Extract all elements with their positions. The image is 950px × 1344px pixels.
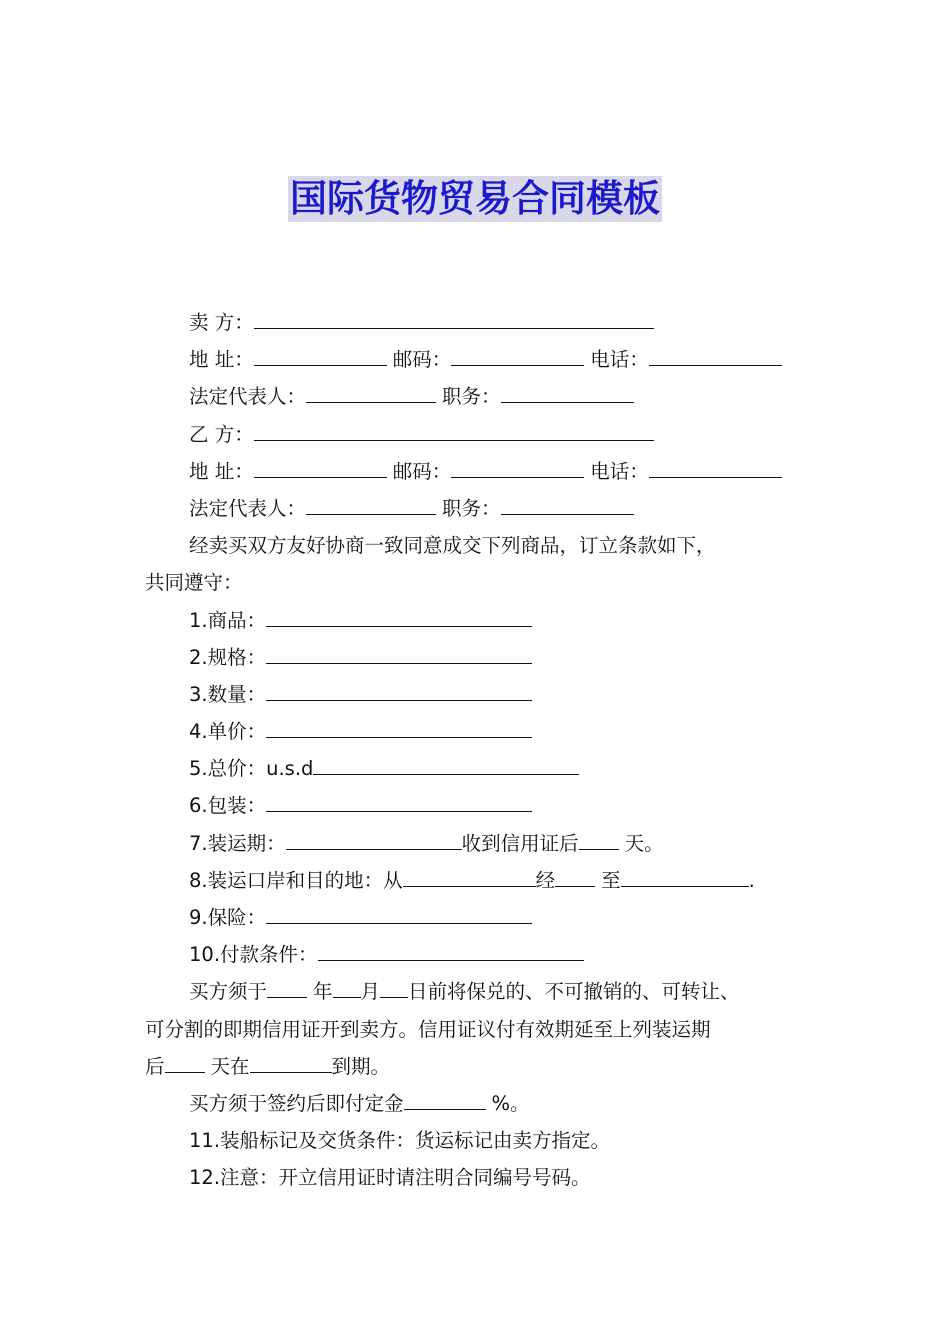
- item-9-label: 9.保险：: [189, 906, 267, 929]
- position-blank: [501, 496, 634, 515]
- item-11-text: 11.装船标记及交货条件：货运标记由卖方指定。: [189, 1129, 611, 1153]
- item-2-blank: [266, 645, 532, 664]
- item-7-blank-days: [579, 831, 619, 850]
- lc-text-3b: 天在: [210, 1054, 250, 1078]
- title-container: [0, 176, 950, 222]
- item-4-blank: [266, 719, 532, 738]
- deposit-text: 买方须于签约后即付定金: [189, 1091, 404, 1115]
- item-4-line: [145, 713, 810, 750]
- buyer-rep-line: [145, 490, 810, 527]
- item-8-line: [145, 862, 810, 899]
- deposit-suffix: %。: [491, 1091, 530, 1115]
- item-1-blank: [266, 608, 532, 627]
- item-10-blank: [318, 942, 584, 961]
- contract-body: [145, 304, 810, 1197]
- lc-blank-days: [165, 1054, 205, 1073]
- item-1-label: 1.商品：: [189, 608, 267, 632]
- item-2-line: [145, 639, 810, 676]
- lc-text-3c: 到期。: [331, 1054, 391, 1078]
- item-7-blank-period: [286, 831, 462, 850]
- item-10-line: [145, 936, 810, 973]
- lc-text-2: 可分割的即期信用证开到卖方。信用证议付有效期延至上列装运期: [145, 1017, 711, 1041]
- seller-rep-line: [145, 378, 810, 415]
- intro-line-2: [145, 564, 810, 601]
- lc-day: 日前将保兑的、不可撤销的、可转让、: [408, 980, 740, 1004]
- phone-blank: [649, 459, 782, 478]
- position-label: 职务：: [442, 496, 501, 520]
- intro-text-2: 共同遵守：: [145, 571, 243, 595]
- item-8-label: 8.装运口岸和目的地：从: [189, 868, 403, 892]
- deposit-line: [145, 1085, 810, 1122]
- phone-blank: [649, 347, 782, 366]
- item-7-text: 收到信用证后: [461, 831, 579, 855]
- buyer-line: [145, 416, 810, 453]
- item-6-blank: [266, 793, 532, 812]
- lc-blank-month: [333, 979, 361, 998]
- item-3-line: [145, 676, 810, 713]
- buyer-label: 乙 方：: [189, 422, 254, 446]
- item-5-line: [145, 750, 810, 787]
- item-8-blank-to: [621, 868, 749, 887]
- legal-rep-blank: [306, 496, 436, 515]
- item-5-blank: [313, 756, 579, 775]
- deposit-blank: [404, 1091, 486, 1110]
- item-11-line: [145, 1122, 810, 1159]
- lc-month: 月: [360, 980, 381, 1004]
- item-12-text: 12.注意：开立信用证时请注明合同编号号码。: [189, 1166, 591, 1190]
- item-8-via: 经: [535, 868, 556, 892]
- lc-text-a: 买方须于: [189, 980, 268, 1004]
- item-7-line: [145, 825, 810, 862]
- item-8-end: .: [748, 868, 755, 892]
- postcode-blank: [451, 459, 584, 478]
- item-3-blank: [266, 682, 532, 701]
- seller-line: [145, 304, 810, 341]
- position-label: 职务：: [442, 385, 501, 409]
- item-8-to: 至: [601, 868, 621, 892]
- seller-label: 卖 方：: [189, 311, 254, 334]
- item-6-label: 6.包装：: [189, 794, 267, 818]
- phone-label: 电话：: [590, 459, 649, 483]
- position-blank: [501, 384, 634, 403]
- buyer-blank: [254, 422, 654, 441]
- intro-text-1: 经卖买双方友好协商一致同意成交下列商品，订立条款如下，: [189, 534, 716, 558]
- legal-rep-label: 法定代表人：: [189, 385, 307, 409]
- lc-blank-year: [267, 979, 307, 998]
- address-blank: [254, 459, 387, 478]
- buyer-address-line: [145, 453, 810, 490]
- item-5-label: 5.总价：u.s.d: [189, 757, 314, 781]
- item-6-line: [145, 787, 810, 824]
- item-1-line: [145, 602, 810, 639]
- lc-line-3: [145, 1048, 810, 1085]
- lc-year: 年: [313, 980, 333, 1004]
- legal-rep-label: 法定代表人：: [189, 496, 307, 520]
- legal-rep-blank: [306, 384, 436, 403]
- item-8-blank-via: [555, 868, 595, 887]
- postcode-label: 邮码：: [392, 459, 452, 483]
- seller-address-line: [145, 341, 810, 378]
- lc-line-2: [145, 1011, 810, 1048]
- phone-label: 电话：: [590, 348, 649, 372]
- seller-blank: [254, 310, 654, 329]
- item-9-blank: [266, 905, 532, 924]
- item-7-label: 7.装运期：: [189, 831, 286, 855]
- intro-line-1: [145, 527, 810, 564]
- item-10-label: 10.付款条件：: [189, 943, 318, 967]
- document-title: 国际货物贸易合同模板: [290, 177, 660, 220]
- address-label: 地 址：: [189, 459, 254, 483]
- item-8-blank-from: [403, 868, 536, 887]
- lc-blank-place: [250, 1054, 332, 1073]
- item-7-suffix: 天。: [624, 831, 664, 855]
- lc-line-1: [145, 973, 810, 1010]
- item-12-line: [145, 1159, 810, 1196]
- lc-text-3a: 后: [145, 1054, 165, 1078]
- item-3-label: 3.数量：: [189, 682, 267, 706]
- address-label: 地 址：: [189, 348, 254, 372]
- lc-blank-day: [380, 979, 408, 998]
- item-9-line: [145, 899, 810, 936]
- item-4-label: 4.单价：: [189, 720, 267, 744]
- item-2-label: 2.规格：: [189, 645, 267, 669]
- address-blank: [254, 347, 387, 366]
- postcode-blank: [451, 347, 584, 366]
- postcode-label: 邮码：: [392, 348, 452, 372]
